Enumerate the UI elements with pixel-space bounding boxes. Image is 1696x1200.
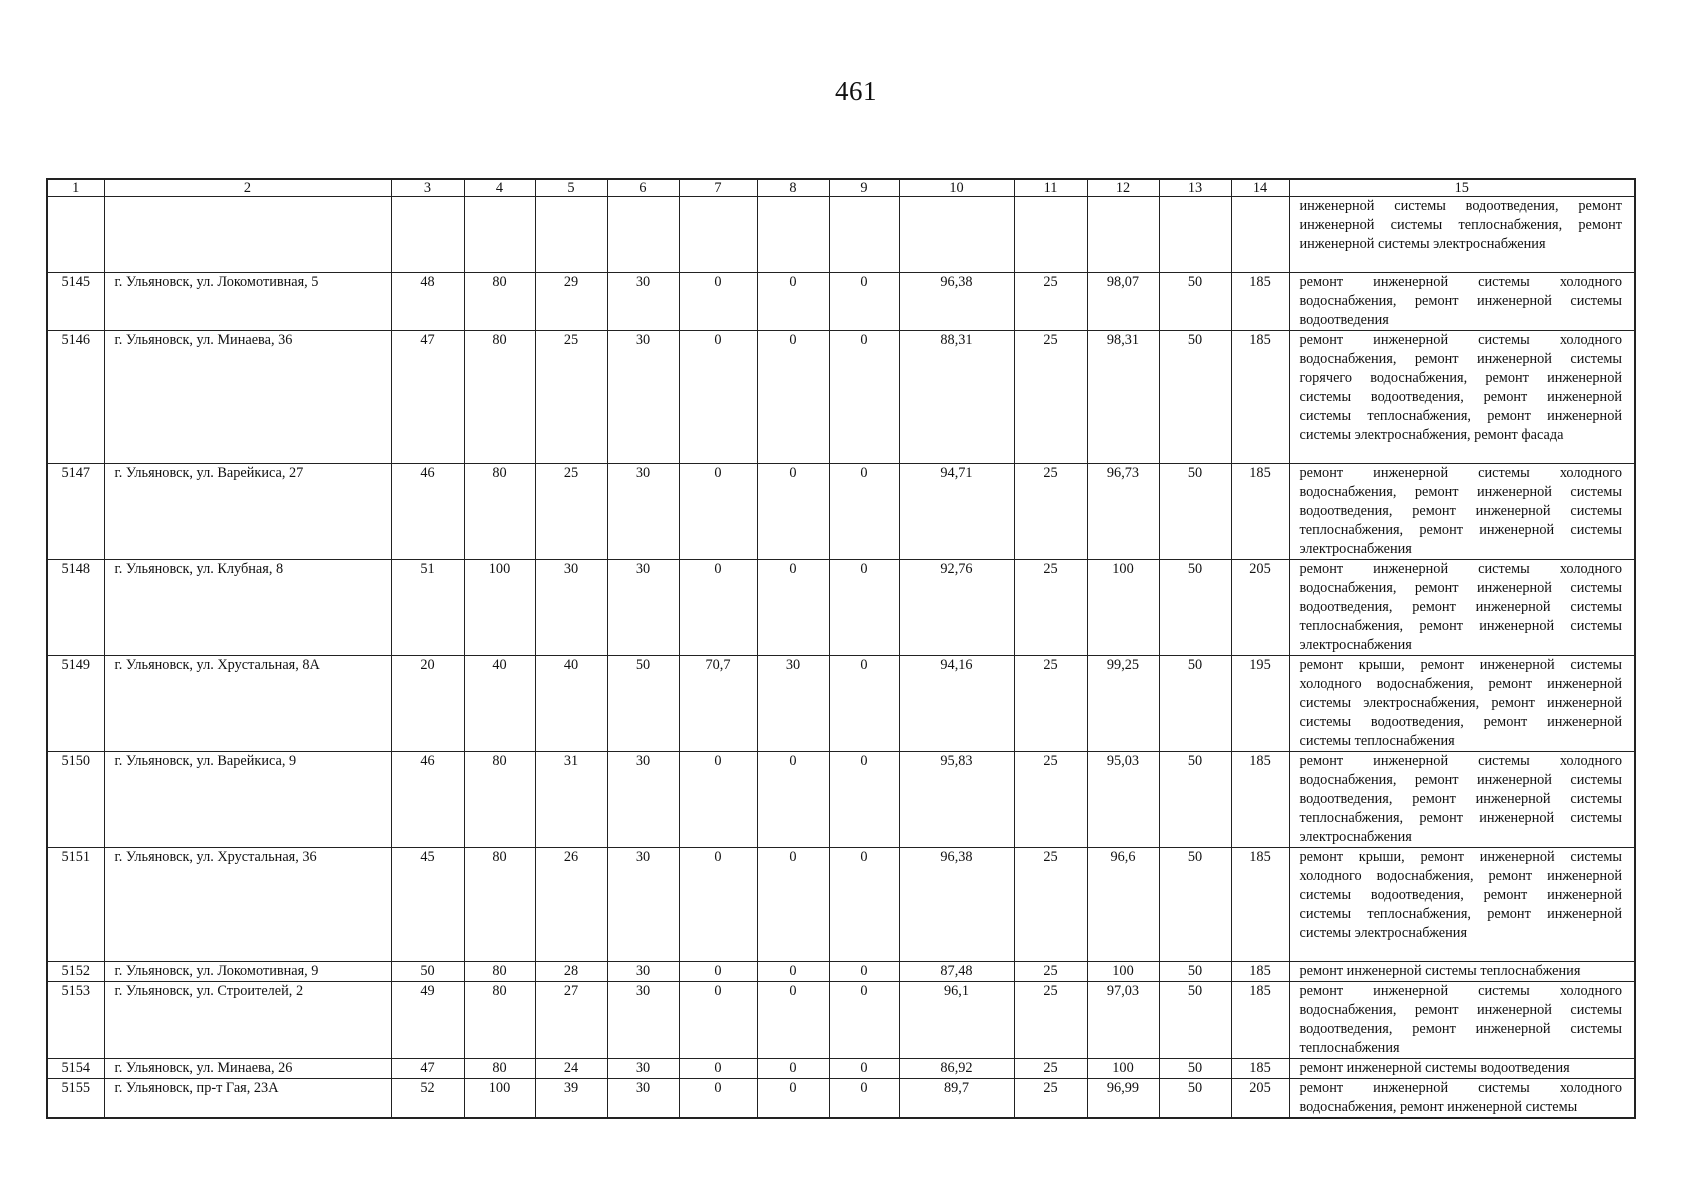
row-number: 5146	[47, 331, 104, 464]
value-col-3: 49	[391, 982, 464, 1059]
value-col-5: 24	[535, 1059, 607, 1079]
value-col-12: 96,6	[1087, 848, 1159, 962]
column-header: 7	[679, 179, 757, 197]
address: г. Ульяновск, ул. Минаева, 36	[104, 331, 391, 464]
value-col-11: 25	[1014, 656, 1087, 752]
value-col-4: 80	[464, 982, 535, 1059]
value-col-9: 0	[829, 560, 899, 656]
address: г. Ульяновск, ул. Строителей, 2	[104, 982, 391, 1059]
work-description: ремонт инженерной системы холодного водоснабжения, ремонт инженерной системы водоотведения, ремонт инженерной системы теплоснабжения	[1289, 982, 1635, 1059]
value-col-6: 30	[607, 848, 679, 962]
value-col-3: 48	[391, 273, 464, 331]
row-number: 5155	[47, 1079, 104, 1119]
value-col-10: 92,76	[899, 560, 1014, 656]
value-col-7: 0	[679, 848, 757, 962]
address: г. Ульяновск, ул. Хрустальная, 36	[104, 848, 391, 962]
empty-cell	[899, 197, 1014, 273]
value-col-3: 45	[391, 848, 464, 962]
value-col-4: 40	[464, 656, 535, 752]
table-row	[47, 1059, 1635, 1079]
value-col-14: 185	[1231, 752, 1289, 848]
empty-cell	[47, 197, 104, 273]
table-row	[47, 982, 1635, 1059]
value-col-13: 50	[1159, 982, 1231, 1059]
value-col-5: 28	[535, 962, 607, 982]
row-number: 5148	[47, 560, 104, 656]
value-col-12: 97,03	[1087, 982, 1159, 1059]
column-header: 14	[1231, 179, 1289, 197]
value-col-6: 30	[607, 331, 679, 464]
value-col-8: 0	[757, 273, 829, 331]
value-col-8: 0	[757, 962, 829, 982]
value-col-5: 40	[535, 656, 607, 752]
value-col-12: 96,99	[1087, 1079, 1159, 1119]
value-col-4: 100	[464, 1079, 535, 1119]
empty-cell	[1159, 197, 1231, 273]
value-col-13: 50	[1159, 1059, 1231, 1079]
empty-cell	[535, 197, 607, 273]
value-col-4: 80	[464, 331, 535, 464]
value-col-4: 80	[464, 464, 535, 560]
work-description: ремонт инженерной системы холодного водоснабжения, ремонт инженерной системы горячего водоснабжения, ремонт инженерной системы водоотведения, ремонт инженерной системы теплоснабжения, ремонт инженерной системы электроснабжения, ремонт фасада	[1289, 331, 1635, 464]
empty-cell	[757, 197, 829, 273]
value-col-4: 80	[464, 848, 535, 962]
column-header: 5	[535, 179, 607, 197]
value-col-13: 50	[1159, 1079, 1231, 1119]
value-col-5: 26	[535, 848, 607, 962]
value-col-9: 0	[829, 848, 899, 962]
value-col-11: 25	[1014, 962, 1087, 982]
value-col-11: 25	[1014, 560, 1087, 656]
row-number: 5145	[47, 273, 104, 331]
value-col-7: 0	[679, 1079, 757, 1119]
value-col-5: 30	[535, 560, 607, 656]
work-description: ремонт инженерной системы холодного водоснабжения, ремонт инженерной системы водоотведения	[1289, 273, 1635, 331]
empty-cell	[1014, 197, 1087, 273]
address: г. Ульяновск, ул. Клубная, 8	[104, 560, 391, 656]
value-col-14: 185	[1231, 1059, 1289, 1079]
column-header: 9	[829, 179, 899, 197]
empty-cell	[679, 197, 757, 273]
empty-cell	[829, 197, 899, 273]
value-col-10: 96,1	[899, 982, 1014, 1059]
value-col-6: 30	[607, 982, 679, 1059]
value-col-11: 25	[1014, 1079, 1087, 1119]
row-number: 5147	[47, 464, 104, 560]
value-col-9: 0	[829, 962, 899, 982]
continuation-row	[47, 197, 1635, 273]
value-col-13: 50	[1159, 656, 1231, 752]
row-number: 5149	[47, 656, 104, 752]
value-col-6: 30	[607, 560, 679, 656]
value-col-14: 185	[1231, 464, 1289, 560]
column-header: 4	[464, 179, 535, 197]
value-col-13: 50	[1159, 331, 1231, 464]
value-col-14: 185	[1231, 962, 1289, 982]
row-number: 5154	[47, 1059, 104, 1079]
value-col-7: 0	[679, 1059, 757, 1079]
value-col-3: 52	[391, 1079, 464, 1119]
column-header: 8	[757, 179, 829, 197]
column-header: 6	[607, 179, 679, 197]
value-col-14: 185	[1231, 273, 1289, 331]
work-description: ремонт инженерной системы холодного водоснабжения, ремонт инженерной системы	[1289, 1079, 1635, 1119]
value-col-4: 100	[464, 560, 535, 656]
value-col-10: 95,83	[899, 752, 1014, 848]
work-description: ремонт инженерной системы холодного водоснабжения, ремонт инженерной системы водоотведения, ремонт инженерной системы теплоснабжения, ремонт инженерной системы электроснабжения	[1289, 560, 1635, 656]
table-row	[47, 560, 1635, 656]
table-row	[47, 962, 1635, 982]
table-row	[47, 656, 1635, 752]
value-col-9: 0	[829, 656, 899, 752]
value-col-10: 87,48	[899, 962, 1014, 982]
page-number: 461	[835, 76, 877, 106]
empty-cell	[464, 197, 535, 273]
empty-cell	[1087, 197, 1159, 273]
value-col-9: 0	[829, 464, 899, 560]
column-header: 13	[1159, 179, 1231, 197]
address: г. Ульяновск, ул. Варейкиса, 9	[104, 752, 391, 848]
value-col-13: 50	[1159, 560, 1231, 656]
column-header: 11	[1014, 179, 1087, 197]
value-col-10: 94,71	[899, 464, 1014, 560]
column-header: 3	[391, 179, 464, 197]
address: г. Ульяновск, ул. Хрустальная, 8А	[104, 656, 391, 752]
value-col-11: 25	[1014, 331, 1087, 464]
value-col-13: 50	[1159, 848, 1231, 962]
value-col-9: 0	[829, 982, 899, 1059]
row-number: 5150	[47, 752, 104, 848]
work-description: ремонт инженерной системы теплоснабжения	[1289, 962, 1635, 982]
address: г. Ульяновск, ул. Локомотивная, 5	[104, 273, 391, 331]
value-col-12: 100	[1087, 560, 1159, 656]
value-col-4: 80	[464, 752, 535, 848]
value-col-3: 46	[391, 464, 464, 560]
value-col-12: 96,73	[1087, 464, 1159, 560]
value-col-14: 195	[1231, 656, 1289, 752]
value-col-8: 0	[757, 560, 829, 656]
value-col-11: 25	[1014, 1059, 1087, 1079]
table-row	[47, 464, 1635, 560]
value-col-10: 88,31	[899, 331, 1014, 464]
value-col-14: 205	[1231, 560, 1289, 656]
work-description: ремонт инженерной системы холодного водоснабжения, ремонт инженерной системы водоотведения, ремонт инженерной системы теплоснабжения, ремонт инженерной системы электроснабжения	[1289, 752, 1635, 848]
value-col-14: 185	[1231, 982, 1289, 1059]
value-col-3: 46	[391, 752, 464, 848]
value-col-5: 29	[535, 273, 607, 331]
value-col-14: 185	[1231, 848, 1289, 962]
value-col-5: 39	[535, 1079, 607, 1119]
value-col-10: 96,38	[899, 273, 1014, 331]
value-col-3: 50	[391, 962, 464, 982]
value-col-5: 31	[535, 752, 607, 848]
empty-cell	[391, 197, 464, 273]
column-header: 2	[104, 179, 391, 197]
value-col-9: 0	[829, 752, 899, 848]
value-col-12: 95,03	[1087, 752, 1159, 848]
value-col-12: 98,31	[1087, 331, 1159, 464]
value-col-7: 0	[679, 273, 757, 331]
value-col-12: 99,25	[1087, 656, 1159, 752]
value-col-3: 47	[391, 1059, 464, 1079]
row-number: 5152	[47, 962, 104, 982]
address: г. Ульяновск, ул. Минаева, 26	[104, 1059, 391, 1079]
column-number-row	[47, 179, 1635, 197]
value-col-7: 70,7	[679, 656, 757, 752]
value-col-5: 25	[535, 331, 607, 464]
value-col-6: 30	[607, 1059, 679, 1079]
address: г. Ульяновск, ул. Варейкиса, 27	[104, 464, 391, 560]
value-col-6: 30	[607, 464, 679, 560]
value-col-7: 0	[679, 560, 757, 656]
column-header: 12	[1087, 179, 1159, 197]
value-col-11: 25	[1014, 464, 1087, 560]
empty-cell	[1231, 197, 1289, 273]
value-col-6: 30	[607, 752, 679, 848]
value-col-8: 0	[757, 982, 829, 1059]
table-row	[47, 273, 1635, 331]
work-description: ремонт крыши, ремонт инженерной системы холодного водоснабжения, ремонт инженерной системы водоотведения, ремонт инженерной системы теплоснабжения, ремонт инженерной системы электроснабжения	[1289, 848, 1635, 962]
value-col-14: 205	[1231, 1079, 1289, 1119]
value-col-10: 96,38	[899, 848, 1014, 962]
table-row	[47, 1079, 1635, 1119]
value-col-6: 50	[607, 656, 679, 752]
value-col-11: 25	[1014, 848, 1087, 962]
value-col-4: 80	[464, 1059, 535, 1079]
value-col-13: 50	[1159, 273, 1231, 331]
value-col-11: 25	[1014, 982, 1087, 1059]
value-col-4: 80	[464, 273, 535, 331]
value-col-7: 0	[679, 752, 757, 848]
value-col-9: 0	[829, 1059, 899, 1079]
value-col-9: 0	[829, 1079, 899, 1119]
work-description: ремонт инженерной системы водоотведения	[1289, 1059, 1635, 1079]
table-row	[47, 848, 1635, 962]
work-description: ремонт инженерной системы холодного водоснабжения, ремонт инженерной системы водоотведения, ремонт инженерной системы теплоснабжения, ремонт инженерной системы электроснабжения	[1289, 464, 1635, 560]
value-col-7: 0	[679, 331, 757, 464]
table-row	[47, 752, 1635, 848]
repair-table	[46, 178, 1636, 1119]
value-col-6: 30	[607, 962, 679, 982]
value-col-8: 0	[757, 752, 829, 848]
work-description: ремонт крыши, ремонт инженерной системы холодного водоснабжения, ремонт инженерной системы электроснабжения, ремонт инженерной системы водоотведения, ремонт инженерной системы теплоснабжения	[1289, 656, 1635, 752]
column-header: 15	[1289, 179, 1635, 197]
column-header: 1	[47, 179, 104, 197]
value-col-8: 0	[757, 331, 829, 464]
value-col-10: 89,7	[899, 1079, 1014, 1119]
value-col-8: 0	[757, 848, 829, 962]
value-col-7: 0	[679, 464, 757, 560]
table-row	[47, 331, 1635, 464]
value-col-5: 25	[535, 464, 607, 560]
value-col-12: 98,07	[1087, 273, 1159, 331]
value-col-3: 47	[391, 331, 464, 464]
empty-cell	[607, 197, 679, 273]
value-col-10: 86,92	[899, 1059, 1014, 1079]
value-col-12: 100	[1087, 1059, 1159, 1079]
address: г. Ульяновск, ул. Локомотивная, 9	[104, 962, 391, 982]
empty-cell	[104, 197, 391, 273]
value-col-13: 50	[1159, 962, 1231, 982]
value-col-6: 30	[607, 273, 679, 331]
value-col-14: 185	[1231, 331, 1289, 464]
value-col-13: 50	[1159, 464, 1231, 560]
value-col-7: 0	[679, 962, 757, 982]
value-col-10: 94,16	[899, 656, 1014, 752]
column-header: 10	[899, 179, 1014, 197]
value-col-3: 20	[391, 656, 464, 752]
value-col-9: 0	[829, 273, 899, 331]
value-col-8: 30	[757, 656, 829, 752]
value-col-3: 51	[391, 560, 464, 656]
value-col-11: 25	[1014, 752, 1087, 848]
value-col-4: 80	[464, 962, 535, 982]
value-col-8: 0	[757, 464, 829, 560]
value-col-8: 0	[757, 1059, 829, 1079]
value-col-5: 27	[535, 982, 607, 1059]
value-col-8: 0	[757, 1079, 829, 1119]
address: г. Ульяновск, пр-т Гая, 23А	[104, 1079, 391, 1119]
row-number: 5151	[47, 848, 104, 962]
value-col-12: 100	[1087, 962, 1159, 982]
value-col-13: 50	[1159, 752, 1231, 848]
value-col-9: 0	[829, 331, 899, 464]
value-col-7: 0	[679, 982, 757, 1059]
work-description: инженерной системы водоотведения, ремонт инженерной системы теплоснабжения, ремонт инженерной системы электроснабжения	[1289, 197, 1635, 273]
value-col-11: 25	[1014, 273, 1087, 331]
value-col-6: 30	[607, 1079, 679, 1119]
row-number: 5153	[47, 982, 104, 1059]
